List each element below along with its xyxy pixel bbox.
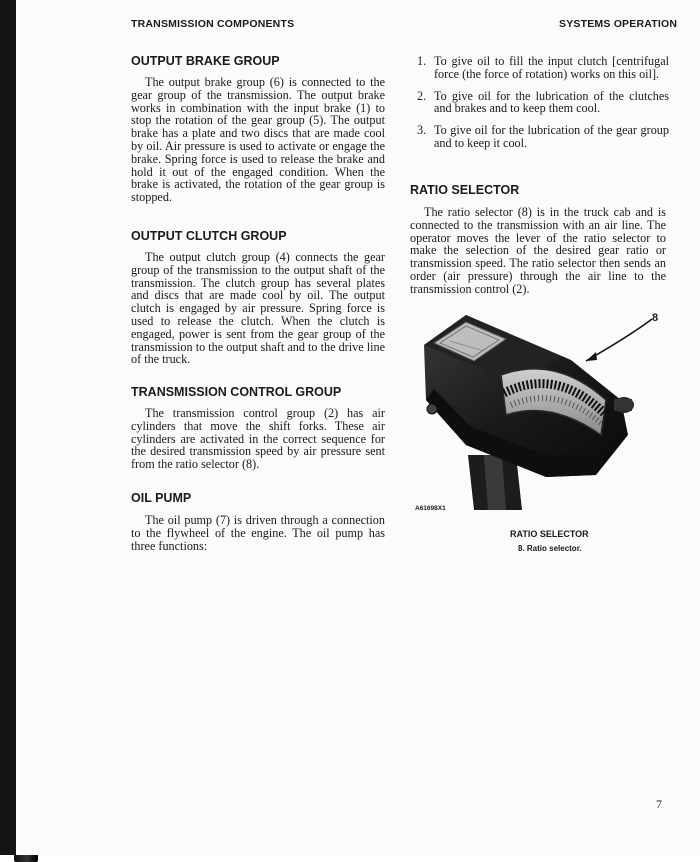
list-item-number: 1. bbox=[417, 54, 427, 68]
list-item bbox=[417, 90, 669, 116]
list-item-text: To give oil for the lubrication of the clutches and brakes and to keep them cool. bbox=[434, 88, 669, 116]
list-item-text: To give oil for the lubrication of the gear group and to keep it cool. bbox=[434, 123, 669, 150]
list-item-number: 2. bbox=[417, 88, 427, 103]
header-left: TRANSMISSION COMPONENTS bbox=[131, 18, 295, 30]
ratio-selector-photo bbox=[406, 305, 670, 510]
paragraph-oil-pump: The oil pump (7) is driven through a connection to the flywheel of the engine. The oil pump has three functions: bbox=[131, 513, 385, 553]
figure-caption-title: RATIO SELECTOR bbox=[510, 529, 589, 539]
figure-callout-8: 8 bbox=[652, 312, 659, 324]
oil-pump-functions-list bbox=[417, 55, 669, 150]
list-item-text: To give oil to fill the input clutch [centrifugal force (the force of rotation) works on this oil]. bbox=[434, 54, 669, 81]
header-right: SYSTEMS OPERATION bbox=[559, 18, 678, 30]
heading-output-brake: OUTPUT BRAKE GROUP bbox=[131, 54, 280, 68]
list-item-number: 3. bbox=[417, 123, 427, 138]
list-item bbox=[417, 124, 669, 150]
heading-oil-pump: OIL PUMP bbox=[131, 491, 192, 505]
heading-ratio-selector: RATIO SELECTOR bbox=[410, 183, 520, 197]
figure-caption-item: 8. Ratio selector. bbox=[518, 544, 582, 553]
paragraph-output-clutch: The output clutch group (4) connects the gear group of the transmission to the output shaft of the transmission. The clutch group has several plates and discs that are made cool by oil. The output clutch is engaged by air pressure. Spring force is used to release the clutch. When the clutch is engaged, power is sent from the gear group of the transmission to the output shaft and to the drive line of the truck. bbox=[131, 250, 385, 367]
heading-output-clutch: OUTPUT CLUTCH GROUP bbox=[131, 229, 287, 243]
page-number: 7 bbox=[656, 797, 662, 811]
paragraph-transmission-control: The transmission control group (2) has air cylinders that move the shift forks. These air cylinders are activated in the correct sequence for the desired transmission speed by air pressure sent from the ratio selector (8). bbox=[131, 406, 385, 472]
list-item bbox=[417, 55, 669, 81]
paragraph-ratio-selector: The ratio selector (8) is in the truck cab and is connected to the transmission with an air line. The operator moves the lever of the ratio selector to make the selection of the desired gear ratio or transmission speed. The ratio selector then sends an order (air pressure) through the air line to the transmission control (2). bbox=[410, 205, 666, 296]
heading-transmission-control: TRANSMISSION CONTROL GROUP bbox=[131, 385, 342, 399]
figure-image-id: A61698X1 bbox=[415, 505, 446, 512]
paragraph-output-brake: The output brake group (6) is connected to the gear group of the transmission. The output brake works in combination with the input brake (1) to stop the rotation of the gear group (5). The output brake has a plate and two discs that are made cool by oil. Air pressure is used to activate or engage the brake. Spring force is used to release the brake and hold it out of the engaged condition. When the brake is activated, the rotation of the gear group is stopped. bbox=[131, 75, 385, 205]
